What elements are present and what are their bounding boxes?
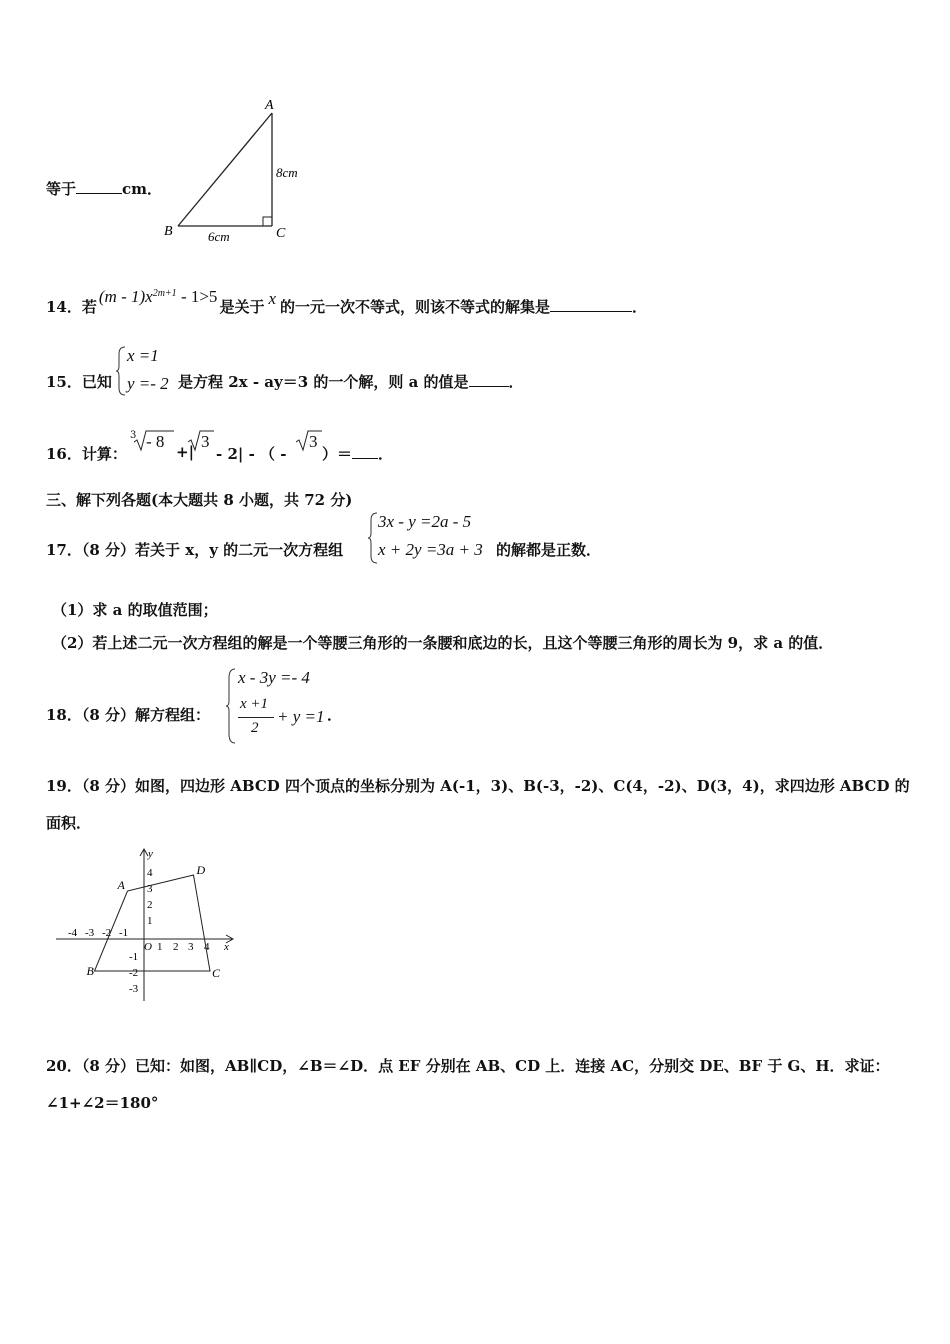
q15-brace	[116, 346, 126, 396]
q16-tail: ）＝	[322, 445, 353, 463]
origin-label: O	[144, 941, 152, 953]
q18-end: ．	[327, 706, 343, 724]
y-tick-label: -1	[129, 951, 139, 963]
q14-question	[46, 287, 648, 317]
q14-answer-blank[interactable]	[550, 299, 632, 312]
q14-mid: 是关于	[219, 298, 265, 316]
q13-text-after: cm．	[122, 180, 163, 198]
q16-plus-abs: +|	[176, 443, 195, 461]
q16-lead	[46, 443, 127, 464]
q16-cbrt-index: 3	[130, 430, 137, 441]
q19-text-line2: 面积．	[46, 814, 92, 832]
q17-part1: （1）求 a 的取值范围；	[52, 601, 218, 619]
x-tick-label: 3	[188, 941, 194, 953]
right-angle-mark	[263, 217, 272, 226]
x-axis-label: x	[224, 941, 229, 953]
q15-answer-blank[interactable]	[469, 374, 509, 387]
q19-number: 19．	[46, 777, 82, 795]
y-tick-label: 2	[147, 899, 153, 911]
q16-rest	[322, 443, 393, 464]
q16-sqrt-arg-2: 3	[309, 432, 318, 451]
q14-var: x	[268, 289, 276, 308]
q18-brace	[226, 668, 236, 744]
x-tick-label: -1	[119, 927, 129, 939]
q16-cbrt-arg: - 8	[146, 432, 165, 451]
y-tick-label: -3	[129, 983, 139, 995]
q16-end: ．	[378, 445, 394, 463]
triangle-side-ab	[178, 113, 272, 226]
q20-text-line1: 已知：如图，AB∥CD，∠B＝∠D．点 EF 分别在 AB、CD 上．连接 AC，分别交 DE、BF 于 G、H．求证：	[135, 1057, 890, 1075]
q16-number: 16．	[46, 445, 82, 463]
q13-triangle-figure	[160, 95, 310, 250]
x-tick-label: 4	[204, 941, 210, 953]
q18-number: 18．	[46, 706, 82, 724]
q18-prefix: 解方程组：	[135, 706, 211, 724]
q15-number: 15．	[46, 373, 82, 391]
q20-text-line2: ∠1+∠2＝180°	[46, 1094, 159, 1112]
y-tick-label: -2	[129, 967, 139, 979]
q13-answer-line	[46, 178, 162, 199]
vertex-b-label: B	[164, 224, 173, 239]
side-ac-length: 8cm	[276, 165, 298, 180]
q14-end: ．	[632, 298, 648, 316]
q15-eq1: x =1	[127, 346, 159, 365]
x-tick-label: -3	[85, 927, 95, 939]
vertex-label-d: D	[196, 863, 206, 877]
q18-score: （8 分）	[81, 706, 136, 724]
q20-line1	[46, 1055, 890, 1076]
vertex-labels	[87, 863, 222, 980]
q19-score: （8 分）	[81, 777, 136, 795]
q18-fraction-bar	[238, 717, 274, 718]
vertex-label-c: C	[212, 966, 221, 980]
q14-suffix: 的一元一次不等式，则该不等式的解集是	[280, 298, 551, 316]
q17-suffix: 的解都是正数．	[496, 541, 602, 559]
q14-expr-main: (m - 1)x	[98, 287, 153, 306]
q13-text-before: 等于	[46, 180, 77, 198]
x-tick-label: 2	[173, 941, 179, 953]
q18-lead	[46, 704, 210, 725]
q16-prefix: 计算：	[81, 445, 127, 463]
q20-score: （8 分）	[81, 1057, 136, 1075]
x-tick-label: -2	[102, 927, 112, 939]
vertex-c-label: C	[276, 226, 286, 241]
q18-eq1: x - 3y =- 4	[238, 668, 310, 687]
q19-text-line1: 如图，四边形 ABCD 四个顶点的坐标分别为 A(-1，3)、B(-3，-2)、C(4，-2)、D(3，4)，求四边形 ABCD 的	[135, 777, 910, 795]
q15-lead	[46, 371, 112, 392]
q15-prefix: 已知	[81, 373, 112, 391]
y-tick-label: 1	[147, 915, 153, 927]
q14-number: 14．	[46, 298, 82, 316]
q13-answer-blank[interactable]	[76, 181, 122, 194]
q15-suffix: 是方程 2x - ay＝3 的一个解，则 a 的值是	[178, 373, 469, 391]
q16-sqrt-arg-1: 3	[201, 432, 210, 451]
q17-brace	[368, 512, 378, 564]
q17-eq2: x + 2y =3a + 3	[378, 540, 483, 559]
q17-eq1: 3x - y =2a - 5	[378, 512, 472, 531]
q19-line1	[46, 775, 910, 796]
vertex-label-a: A	[117, 878, 125, 892]
q16-mid: - 2| - （ -	[216, 445, 287, 463]
q18-eq2-numerator: x +1	[240, 696, 269, 712]
q18-eq2-tail: + y =1	[277, 707, 325, 726]
x-tick-label: -4	[68, 927, 78, 939]
q17-lead	[46, 539, 343, 560]
y-axis-label: y	[148, 848, 153, 860]
q16-answer-blank[interactable]	[352, 446, 378, 459]
q14-expression	[99, 288, 218, 306]
vertex-a-label: A	[265, 98, 274, 113]
y-tick-label: 3	[147, 883, 153, 895]
q15-rest	[178, 371, 524, 392]
q14-expr-exponent: 2m+1	[152, 288, 177, 299]
q15-end: ．	[508, 373, 524, 391]
q19-coordinate-figure	[56, 845, 246, 1010]
q14-prefix: 若	[81, 298, 97, 316]
q18-eq2-denominator: 2	[251, 720, 259, 736]
q14-expr-tail: - 1>5	[176, 287, 218, 306]
q17-part2: （2）若上述二元一次方程组的解是一个等腰三角形的一条腰和底边的长，且这个等腰三角形的周长为 9，求 a 的值．	[52, 634, 834, 652]
section-3-title: 三、解下列各题(本大题共 8 小题，共 72 分)	[46, 491, 353, 509]
q17-prefix: 若关于 x，y 的二元一次方程组	[135, 541, 344, 559]
vertex-label-b: B	[86, 964, 94, 978]
q15-eq2: y =- 2	[127, 374, 169, 393]
y-tick-label: 4	[147, 867, 153, 879]
q17-number: 17．	[46, 541, 82, 559]
q20-number: 20．	[46, 1057, 82, 1075]
x-tick-label: 1	[157, 941, 163, 953]
side-bc-length: 6cm	[208, 229, 230, 244]
q17-score: （8 分）	[81, 541, 136, 559]
